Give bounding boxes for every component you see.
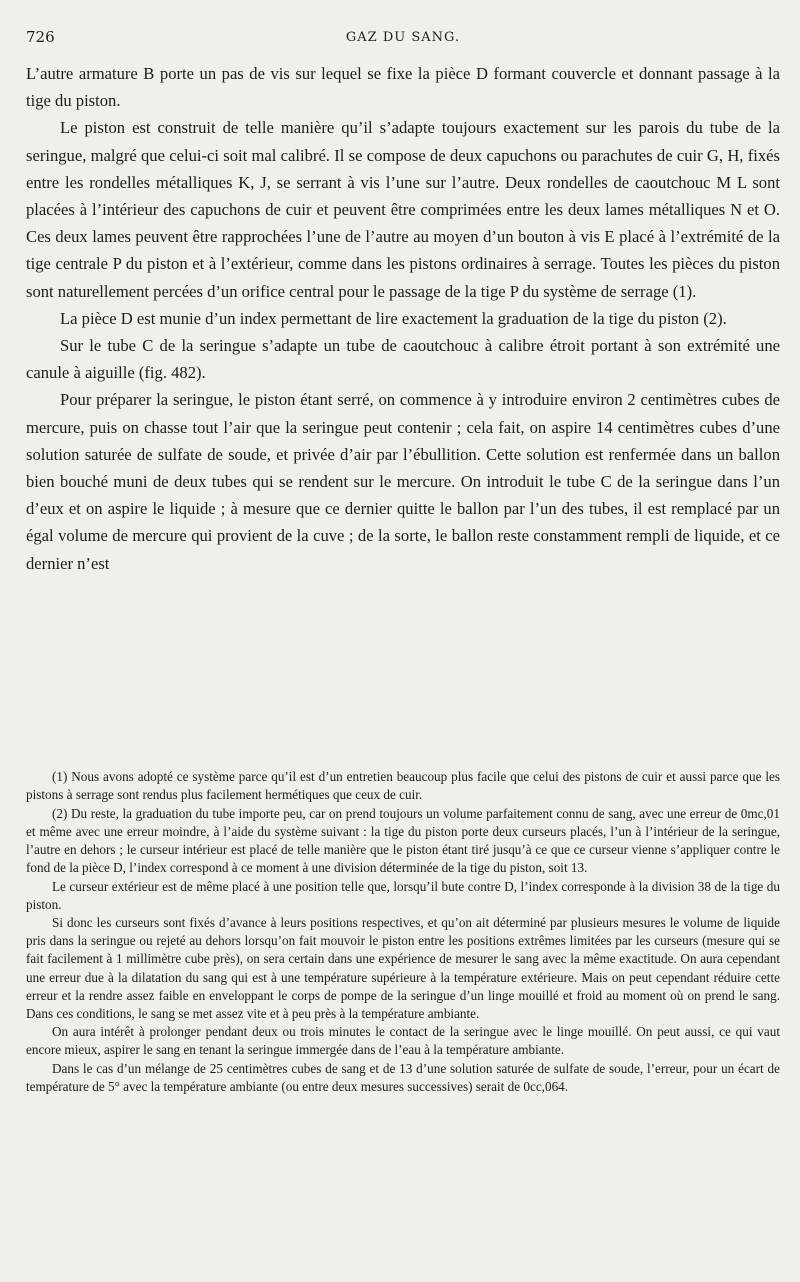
footnotes <box>26 768 780 1096</box>
footnote: Le curseur extérieur est de même placé à une position telle que, lorsqu’il bute contre D, l’index corresponde à la division 38 de la tige du piston. <box>26 878 780 912</box>
running-title: GAZ DU SANG. <box>345 30 461 45</box>
body-paragraph: L’autre armature B porte un pas de vis sur lequel se fixe la pièce D formant couvercle et donnant passage à la tige du piston. <box>26 64 780 111</box>
footnote: On aura intérêt à prolonger pendant deux ou trois minutes le contact de la seringue avec le linge mouillé. On peut aussi, ce qui vaut encore mieux, aspirer le sang en tenant la seringue immergée dans de l’eau à la température ambiante. <box>26 1024 780 1058</box>
main-text <box>26 60 780 577</box>
page-number: 726 <box>26 28 55 46</box>
footnote: Dans le cas d’un mélange de 25 centimètres cubes de sang et de 13 d’une solution saturée de sulfate de soude, l’erreur, pour un écart de température de 5° avec la température ambiante (ou entre deux mesures successives) serait de 0cc,064. <box>26 1061 780 1095</box>
footnote: Si donc les curseurs sont fixés d’avance à leurs positions respectives, et qu’on ait déterminé par plusieurs mesures le volume de liquide pris dans la seringue ou rejeté au dehors lorsqu’on fait mouvoir le piston entre les positions extrêmes limitées par les curseurs (mesure qui se fait facilement à 1 millimètre cube près), on sera certain dans une expérience de mesurer le sang avec la même exactitude. On aura cependant une erreur due à la dilatation du sang qui est à une température supérieure à la température extérieure. Mais on peut cependant réduire cette erreur et la rendre assez faible en enveloppant le corps de pompe de la seringue d’un linge mouillé et froid au moment où on prend le sang. Dans ces conditions, le sang se met assez vite et à peu près à la température ambiante. <box>26 915 780 1021</box>
body-paragraph: Le piston est construit de telle manière qu’il s’adapte toujours exactement sur les parois du tube de la seringue, malgré que celui-ci soit mal calibré. Il se compose de deux capuchons ou parachutes de cuir G, H, fixés entre les rondelles métalliques K, J, se serrant à vis l’une sur l’autre. Deux rondelles de caoutchouc M L sont placées à l’intérieur des capuchons de cuir et peuvent être comprimées entre les deux lames métalliques N et O. Ces deux lames peuvent être rapprochées l’une de l’autre au moyen d’un bouton à vis E placé à l’extrémité de la tige centrale P du piston et à l’extérieur, comme dans les pistons ordinaires à serrage. Toutes les pièces du piston sont naturellement percées d’un orifice central pour le passage de la tige P du système de serrage (1). <box>26 118 780 301</box>
footnote: (1) Nous avons adopté ce système parce qu’il est d’un entretien beaucoup plus facile que celui des pistons de cuir et aussi parce que les pistons à serrage sont rendus plus facilement hermétiques que ceux de cuir. <box>26 769 780 803</box>
page-header <box>26 28 780 52</box>
body-paragraph: La pièce D est munie d’un index permettant de lire exactement la graduation de la tige du piston (2). <box>60 308 727 328</box>
body-paragraph: Sur le tube C de la seringue s’adapte un tube de caoutchouc à calibre étroit portant à son extrémité une canule à aiguille (fig. 482). <box>26 336 780 383</box>
footnote: (2) Du reste, la graduation du tube importe peu, car on prend toujours un volume parfaitement connu de sang, avec une erreur de 0mc,01 et même avec une erreur moindre, à l’aide du système suivant : la tige du piston porte deux curseurs placés, l’un à l’intérieur de la seringue, l’autre en dehors ; le curseur intérieur est placé de telle manière que le piston étant tiré jusqu’à ce que ce curseur vienne s’appliquer contre le fond de la pièce D, l’index correspond à ce moment à une division déterminée de la tige du piston, soit 13. <box>26 805 780 875</box>
body-paragraph: Pour préparer la seringue, le piston étant serré, on commence à y introduire environ 2 centimètres cubes de mercure, puis on chasse tout l’air que la seringue peut contenir ; cela fait, on aspire 14 centimètres cubes d’une solution saturée de sulfate de soude, et privée d’air par l’ébullition. Cette solution est renfermée dans un ballon bien bouché muni de deux tubes qui se rendent sur le mercure. On introduit le tube C de la seringue dans l’un d’eux et on aspire le liquide ; à mesure que ce dernier quitte le ballon par l’un des tubes, il est remplacé par un égal volume de mercure qui provient de la cuve ; de la sorte, le ballon reste constamment rempli de liquide, et ce dernier n’est <box>26 390 780 573</box>
